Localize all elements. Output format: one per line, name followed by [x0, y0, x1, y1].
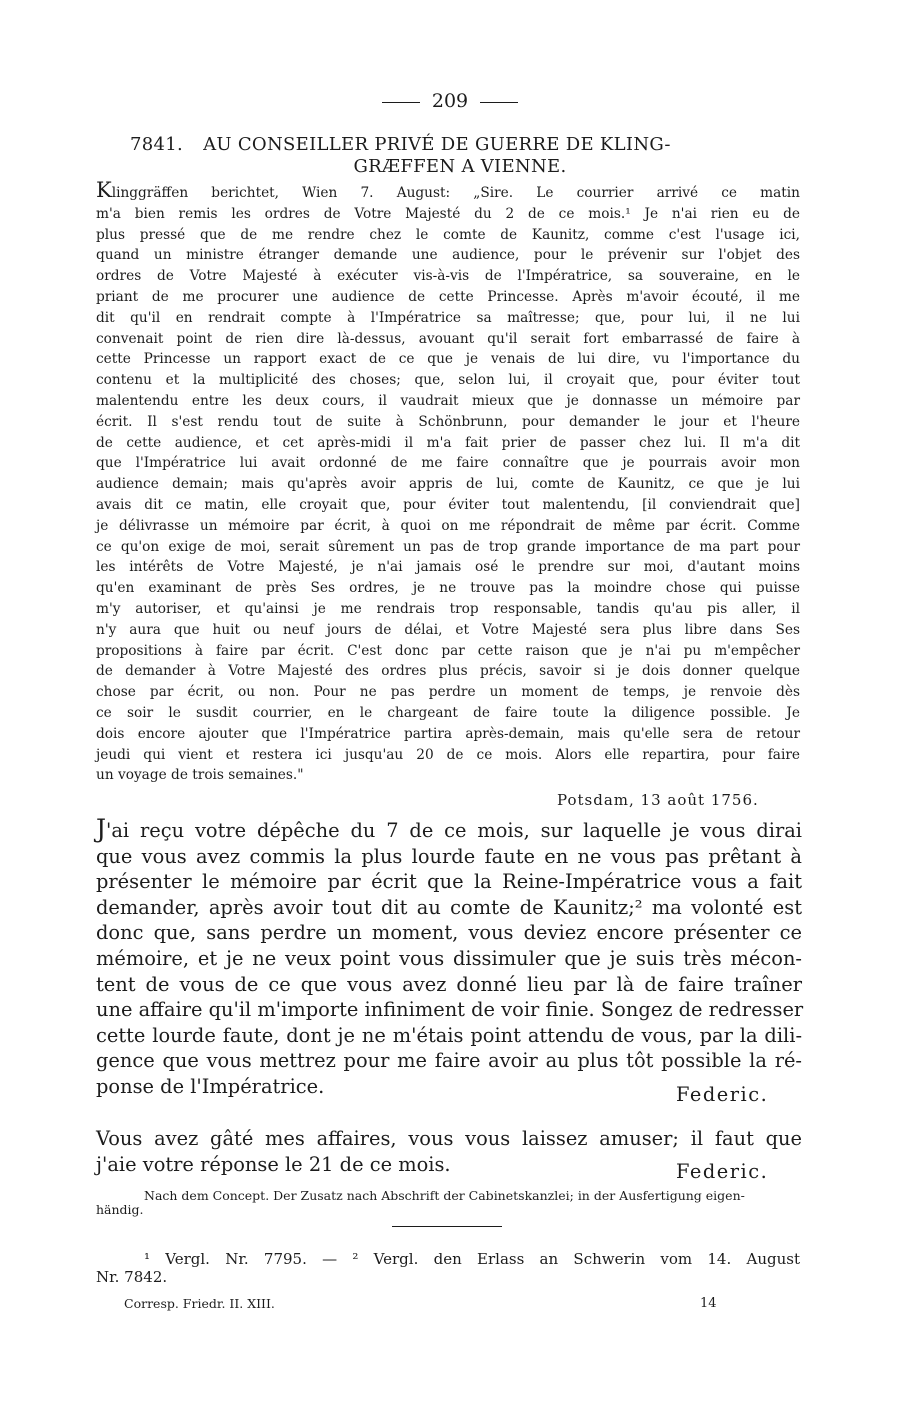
letter-body: [96, 816, 802, 1100]
initial-letter-k: K: [96, 178, 112, 202]
intro-line: n'y aura que huit ou neuf jours de délai, et Votre Majesté sera plus libre dans Ses: [96, 621, 800, 638]
intro-line: plus pressé que de me rendre chez le comte de Kaunitz, comme c'est l'usage ici,: [96, 226, 800, 243]
letter-line: mémoire, et je ne veux point vous dissimuler que je suis très mécon-: [96, 946, 802, 970]
intro-line: contenu et la multiplicité des choses; que, selon lui, il croyait que, pour éviter tout: [96, 372, 800, 389]
intro-line: ordres de Votre Majesté à exécuter vis-à-vis de l'Impératrice, sa souveraine, en le: [96, 268, 800, 285]
intro-line: de cette audience, et cet après-midi il m'a fait prier de passer chez lui. Il m'a dit: [96, 434, 800, 451]
intro-line: priant de me procurer une audience de cette Princesse. Après m'avoir écouté, il me: [96, 288, 800, 305]
intro-line: ce qu'on exige de moi, serait sûrement un pas de trop grande importance de ma part pour: [96, 538, 800, 555]
source-note: [96, 1189, 800, 1217]
intro-line: les intérêts de Votre Majesté, je n'ai jamais osé le prendre sur moi, d'autant moins: [96, 559, 800, 576]
letter-line-text: 'ai reçu votre dépêche du 7 de ce mois, sur laquelle je vous dirai: [106, 819, 802, 842]
header-dash-right: [480, 102, 518, 103]
postscript-signature: Federic.: [676, 1160, 769, 1183]
letter-line: tent de vous de ce que vous avez donné lieu par là de faire traîner: [96, 972, 802, 996]
header-dash-left: [382, 102, 420, 103]
footnote-line-1: ¹ Vergl. Nr. 7795. — ² Vergl. den Erlass an Schwerin vom 14. August: [144, 1250, 800, 1268]
letter-line: donc que, sans perdre un moment, vous deviez encore présenter ce: [96, 921, 802, 945]
post-line: j'aie votre réponse le 21 de ce mois.: [96, 1152, 451, 1176]
letter-line: gence que vous mettrez pour me faire avoir au plus tôt possible la ré-: [96, 1049, 802, 1073]
letter-line: une affaire qu'il m'importe infiniment de voir finie. Songez de redresser: [96, 998, 804, 1022]
intro-line: dois encore ajouter que l'Impératrice partira après-demain, mais qu'elle sera de retour: [96, 725, 800, 742]
intro-line: avais dit ce matin, elle croyait que, pour éviter tout malentendu, [il conviendrait que]: [96, 496, 800, 513]
intro-line: que l'Impératrice lui avait ordonné de me faire connaître que je pourrais avoir mon: [96, 455, 800, 472]
intro-line: m'a bien remis les ordres de Votre Majesté du 2 de ce mois.¹ Je n'ai rien eu de: [96, 205, 800, 222]
footnote-line-2: Nr. 7842.: [96, 1268, 168, 1286]
source-note-line-2: händig.: [96, 1202, 144, 1217]
intro-line: dit qu'il en rendrait compte à l'Impératrice sa maîtresse; que, pour lui, il ne lui: [96, 309, 800, 326]
intro-line: de demander à Votre Majesté des ordres plus précis, savoir si je dois donner quelque: [96, 663, 800, 680]
letter-line: ponse de l'Impératrice.: [96, 1074, 325, 1098]
intro-line: écrit. Il s'est rendu tout de suite à Schönbrunn, pour demander le jour et l'heure: [96, 413, 800, 430]
letter-line: demander, après avoir tout dit au comte de Kaunitz;² ma volonté est: [96, 895, 802, 919]
report-summary: [96, 180, 800, 786]
intro-line: malentendu entre les deux cours, il vaudrait mieux que je donnasse un mémoire par: [96, 392, 800, 409]
intro-line: un voyage de trois semaines.": [96, 767, 304, 784]
intro-line: chose par écrit, ou non. Pour ne pas perdre un moment de temps, je renvoie dès: [96, 684, 800, 701]
intro-line: je délivrasse un mémoire par écrit, à quoi on me répondrait de même par écrit. Comme: [96, 517, 800, 534]
page-number: 209: [431, 90, 469, 112]
intro-line: quand un ministre étranger demande une audience, pour le prévenir sur l'objet des: [96, 247, 800, 264]
footnotes: [96, 1250, 800, 1286]
signature-mark: Corresp. Friedr. II. XIII.: [124, 1296, 275, 1311]
intro-line: cette Princesse un rapport exact de ce que je venais de lui dire, vu l'importance du: [96, 351, 800, 368]
intro-line: audience demain; mais qu'après avoir appris de lui, comte de Kaunitz, ce que je lui: [96, 476, 800, 493]
source-note-line-1: Nach dem Concept. Der Zusatz nach Abschrift der Cabinetskanzlei; in der Ausfertigung eigen-: [144, 1188, 745, 1203]
intro-line: propositions à faire par écrit. C'est donc par cette raison que je n'ai pu m'empêcher: [96, 642, 800, 659]
initial-letter-j: J: [96, 814, 107, 843]
intro-line-text: linggräffen berichtet, Wien 7. August: „Sire. Le courrier arrivé ce matin: [111, 185, 800, 201]
footnote-rule: [392, 1226, 502, 1227]
page-number-header: [0, 88, 900, 114]
heading-line-1: AU CONSEILLER PRIVÉ DE GUERRE DE KLING-: [203, 134, 671, 155]
heading-line-2: GRÆFFEN A VIENNE.: [353, 156, 567, 177]
intro-line: qu'en examinant de près Ses ordres, je ne trouve pas la moindre chose qui puisse: [96, 580, 800, 597]
sheet-number: 14: [700, 1296, 717, 1311]
letter-heading: [130, 134, 790, 178]
intro-line: m'y autoriser, et qu'ainsi je me rendrais trop responsable, tandis qu'au pis aller, il: [96, 600, 800, 617]
intro-line: convenait point de rien dire là-dessus, avouant qu'il serait fort embarrassé de faire à: [96, 330, 800, 347]
letter-line: présenter le mémoire par écrit que la Reine-Impératrice vous a fait: [96, 870, 802, 894]
letter-number: 7841.: [130, 134, 184, 155]
letter-line: cette lourde faute, dont je ne m'étais point attendu de vous, par la dili-: [96, 1023, 802, 1047]
post-line: Vous avez gâté mes affaires, vous vous laissez amuser; il faut que: [96, 1127, 802, 1150]
dateline: Potsdam, 13 août 1756.: [557, 791, 759, 809]
signature: Federic.: [676, 1083, 769, 1106]
intro-line: ce soir le susdit courrier, en le chargeant de faire toute la diligence possible. Je: [96, 704, 800, 721]
intro-line: jeudi qui vient et restera ici jusqu'au 20 de ce mois. Alors elle repartira, pour faire: [96, 746, 800, 763]
letter-line: [96, 816, 802, 844]
intro-line: [96, 180, 800, 204]
letter-line: que vous avez commis la plus lourde faute en ne vous pas prêtant à: [96, 844, 802, 868]
